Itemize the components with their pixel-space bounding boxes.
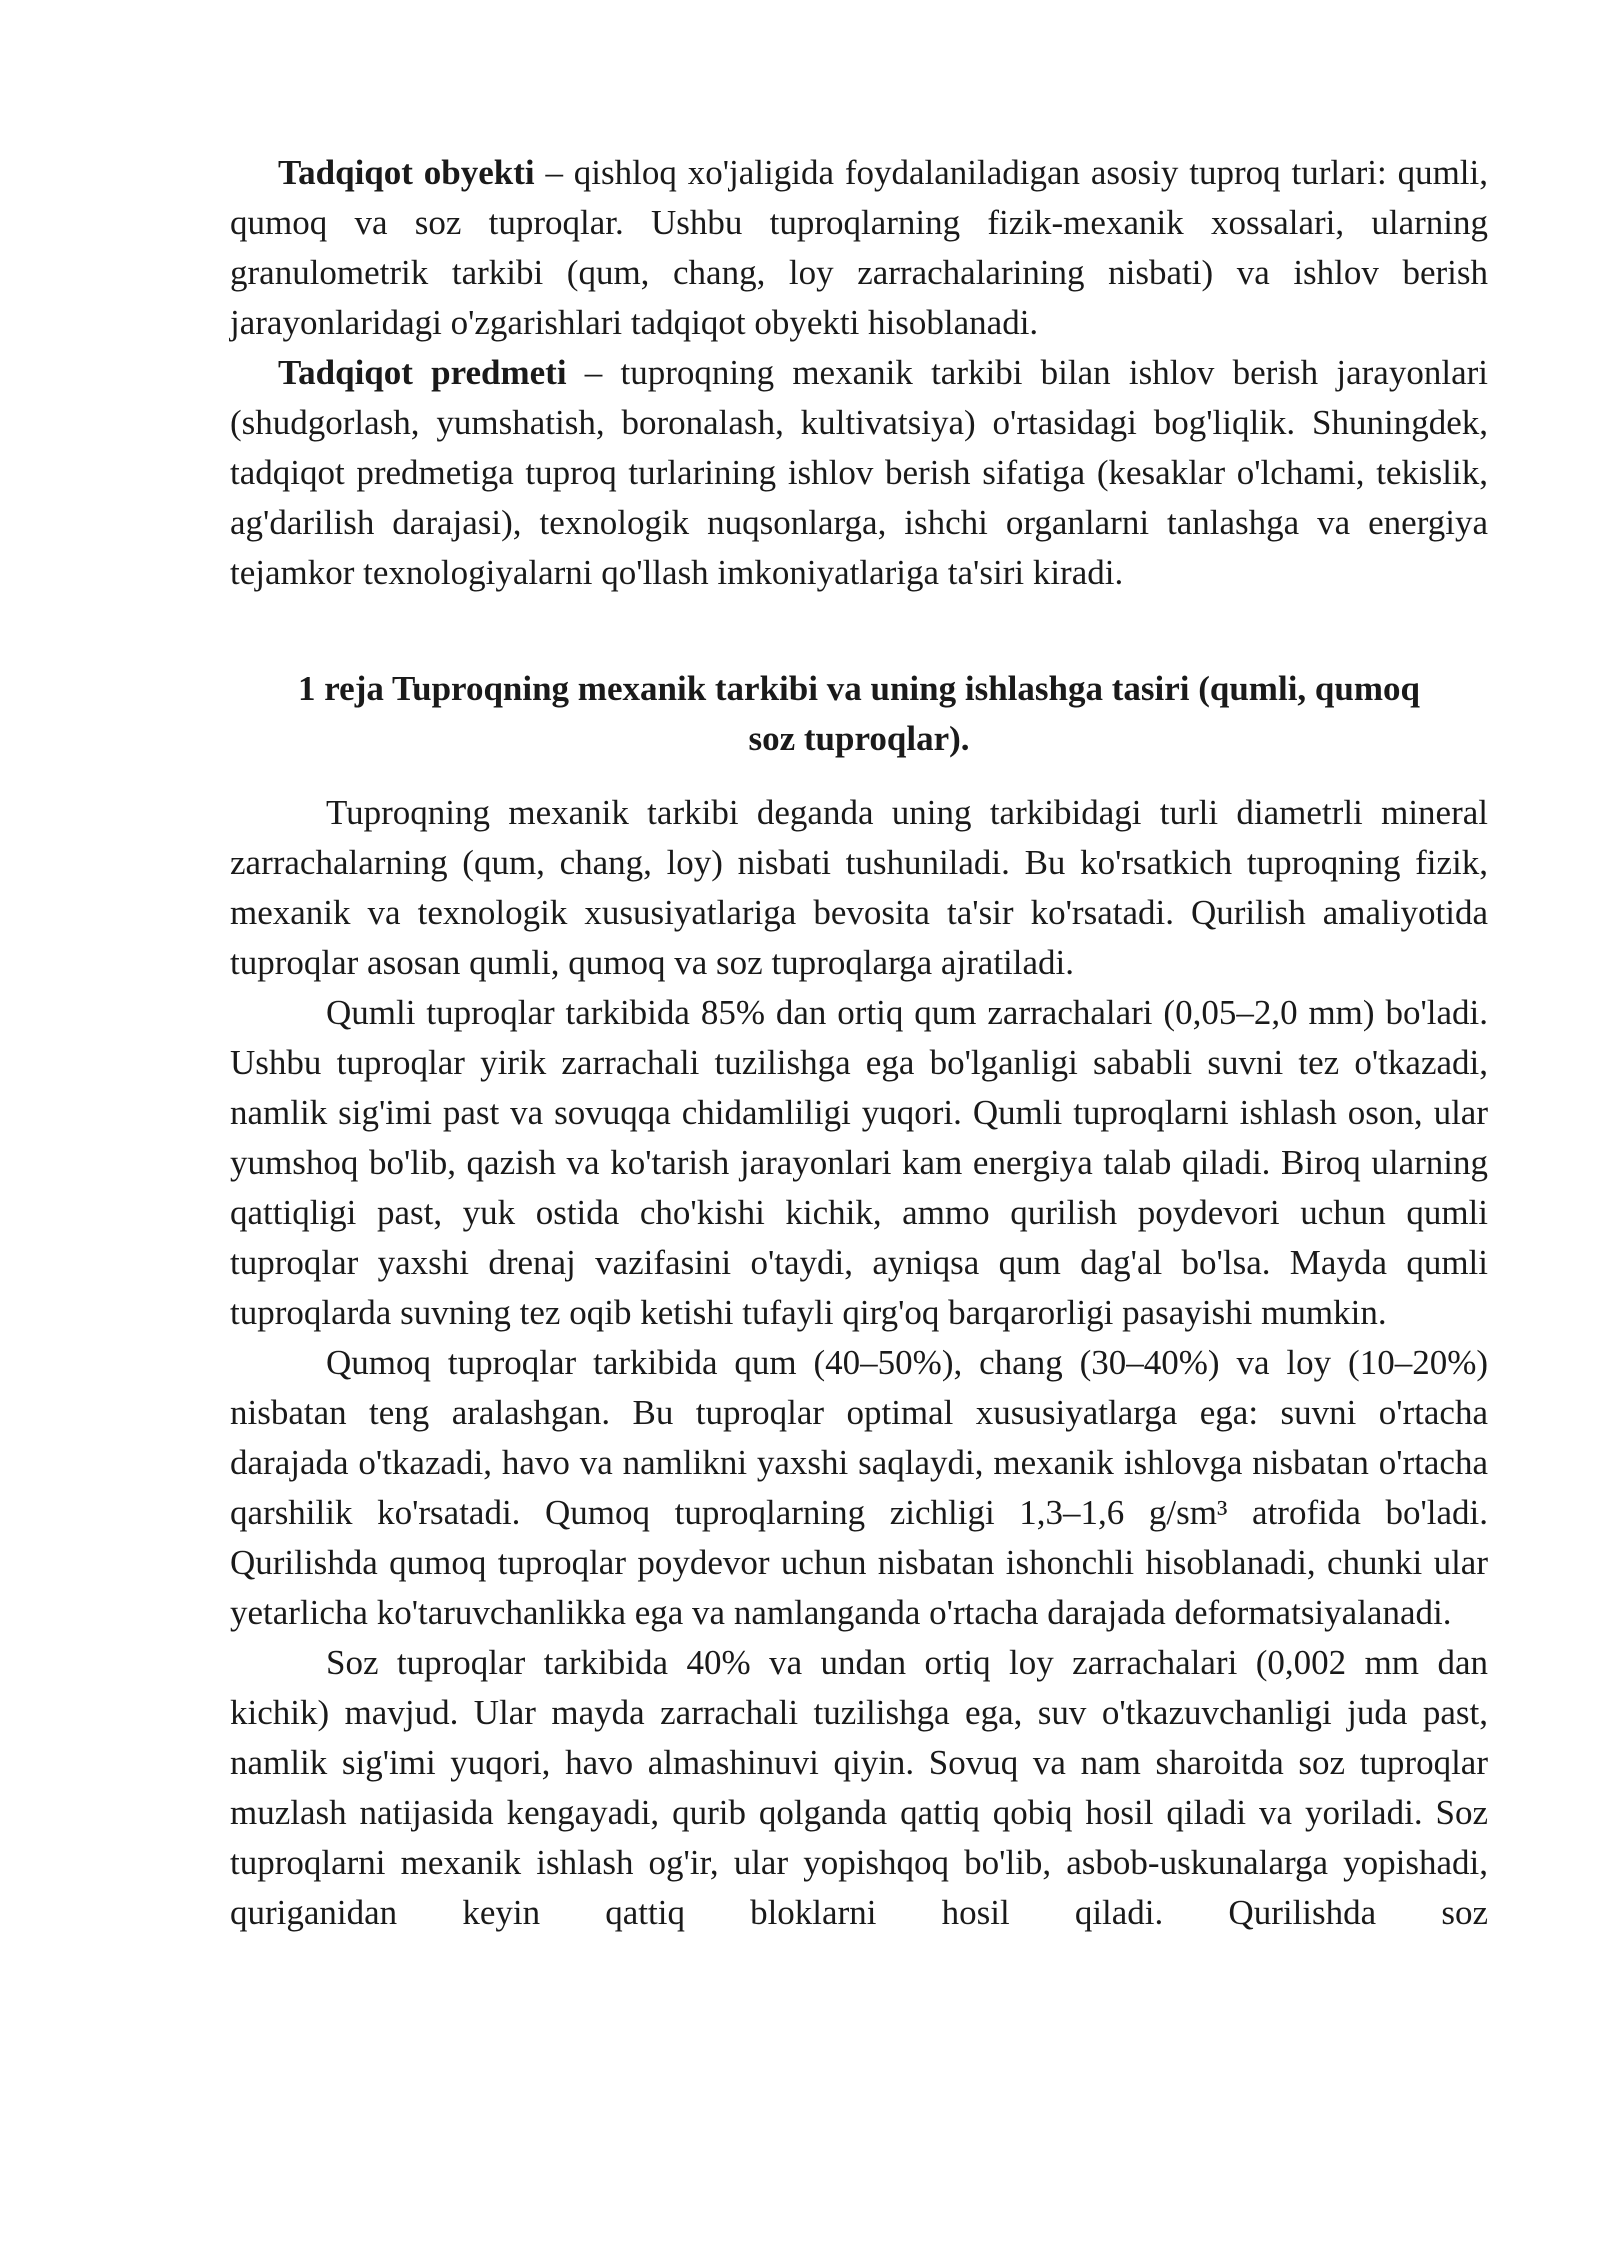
document-page — [230, 148, 1488, 1938]
section-heading-line-1: 1 reja Tuproqning mexanik tarkibi va uning ishlashga tasiri (qumli, qumoq — [298, 669, 1420, 708]
term-research-object: Tadqiqot obyekti — [278, 153, 535, 192]
section-heading-line-2: soz tuproqlar). — [748, 719, 970, 758]
paragraph-definition: Tuproqning mexanik tarkibi deganda uning tarkibidagi turli diametrli mineral zarrachalarning (qum, chang, loy) nisbati tushuniladi. Bu ko'rsatkich tuproqning fizik, mexanik va texnologik xususiyatlariga bevosita ta'sir ko'rsatadi. Qurilish amaliyotida tuproqlar asosan qumli, qumoq va soz tuproqlarga ajratiladi. — [230, 793, 1488, 982]
term-research-subject: Tadqiqot predmeti — [278, 353, 567, 392]
text-research-subject: – tuproqning mexanik tarkibi bilan ishlov berish jarayonlari (shudgorlash, yumshatish, boronalash, kultivatsiya) o'rtasidagi bog'liqlik. Shuningdek, tadqiqot predmetiga tuproq turlarining ishlov berish sifatiga (kesaklar o'lchami, tekislik, ag'darilish darajasi), texnologik nuqsonlarga, ishchi organlarni tanlashga va energiya tejamkor texnologiyalarni qo'llash imkoniyatlariga ta'siri kiradi. — [230, 353, 1488, 592]
section-heading — [230, 664, 1488, 764]
paragraph-research-subject — [230, 348, 1488, 598]
paragraph-research-object — [230, 148, 1488, 348]
paragraph-clay-soils: Soz tuproqlar tarkibida 40% va undan ortiq loy zarrachalari (0,002 mm dan kichik) mavjud. Ular mayda zarrachali tuzilishga ega, suv o'tkazuvchanligi juda past, namlik sig'imi yuqori, havo almashinuvi qiyin. Sovuq va nam sharoitda soz tuproqlar muzlash natijasida kengayadi, qurib qolganda qattiq qobiq hosil qiladi va yoriladi. Soz tuproqlarni mexanik ishlash og'ir, ular yopishqoq bo'lib, asbob-uskunalarga yopishadi, quriganidan keyin qattiq bloklarni hosil qiladi. Qurilishda soz — [230, 1643, 1488, 1932]
paragraph-sandy-soils: Qumli tuproqlar tarkibida 85% dan ortiq qum zarrachalari (0,05–2,0 mm) bo'ladi. Ushbu tuproqlar yirik zarrachali tuzilishga ega bo'lganligi sababli suvni tez o'tkazadi, namlik sig'imi past va sovuqqa chidamliligi yuqori. Qumli tuproqlarni ishlash oson, ular yumshoq bo'lib, qazish va ko'tarish jarayonlari kam energiya talab qiladi. Biroq ularning qattiqligi past, yuk ostida cho'kishi kichik, ammo qurilish poydevori uchun qumli tuproqlar yaxshi drenaj vazifasini o'taydi, ayniqsa qum dag'al bo'lsa. Mayda qumli tuproqlarda suvning tez oqib ketishi tufayli qirg'oq barqarorligi pasayishi mumkin. — [230, 993, 1488, 1332]
text-research-object: – qishloq xo'jaligida foydalaniladigan asosiy tuproq turlari: qumli, qumoq va soz tuproqlar. Ushbu tuproqlarning fizik-mexanik xossalari, ularning granulometrik tarkibi (qum, chang, loy zarrachalarining nisbati) va ishlov berish jarayonlaridagi o'zgarishlari tadqiqot obyekti hisoblanadi. — [230, 153, 1488, 342]
paragraph-loamy-soils: Qumoq tuproqlar tarkibida qum (40–50%), chang (30–40%) va loy (10–20%) nisbatan teng aralashgan. Bu tuproqlar optimal xususiyatlarga ega: suvni o'rtacha darajada o'tkazadi, havo va namlikni yaxshi saqlaydi, mexanik ishlovga nisbatan o'rtacha qarshilik ko'rsatadi. Qumoq tuproqlarning zichligi 1,3–1,6 g/sm³ atrofida bo'ladi. Qurilishda qumoq tuproqlar poydevor uchun nisbatan ishonchli hisoblanadi, chunki ular yetarlicha ko'taruvchanlikka ega va namlanganda o'rtacha darajada deformatsiyalanadi. — [230, 1343, 1488, 1632]
